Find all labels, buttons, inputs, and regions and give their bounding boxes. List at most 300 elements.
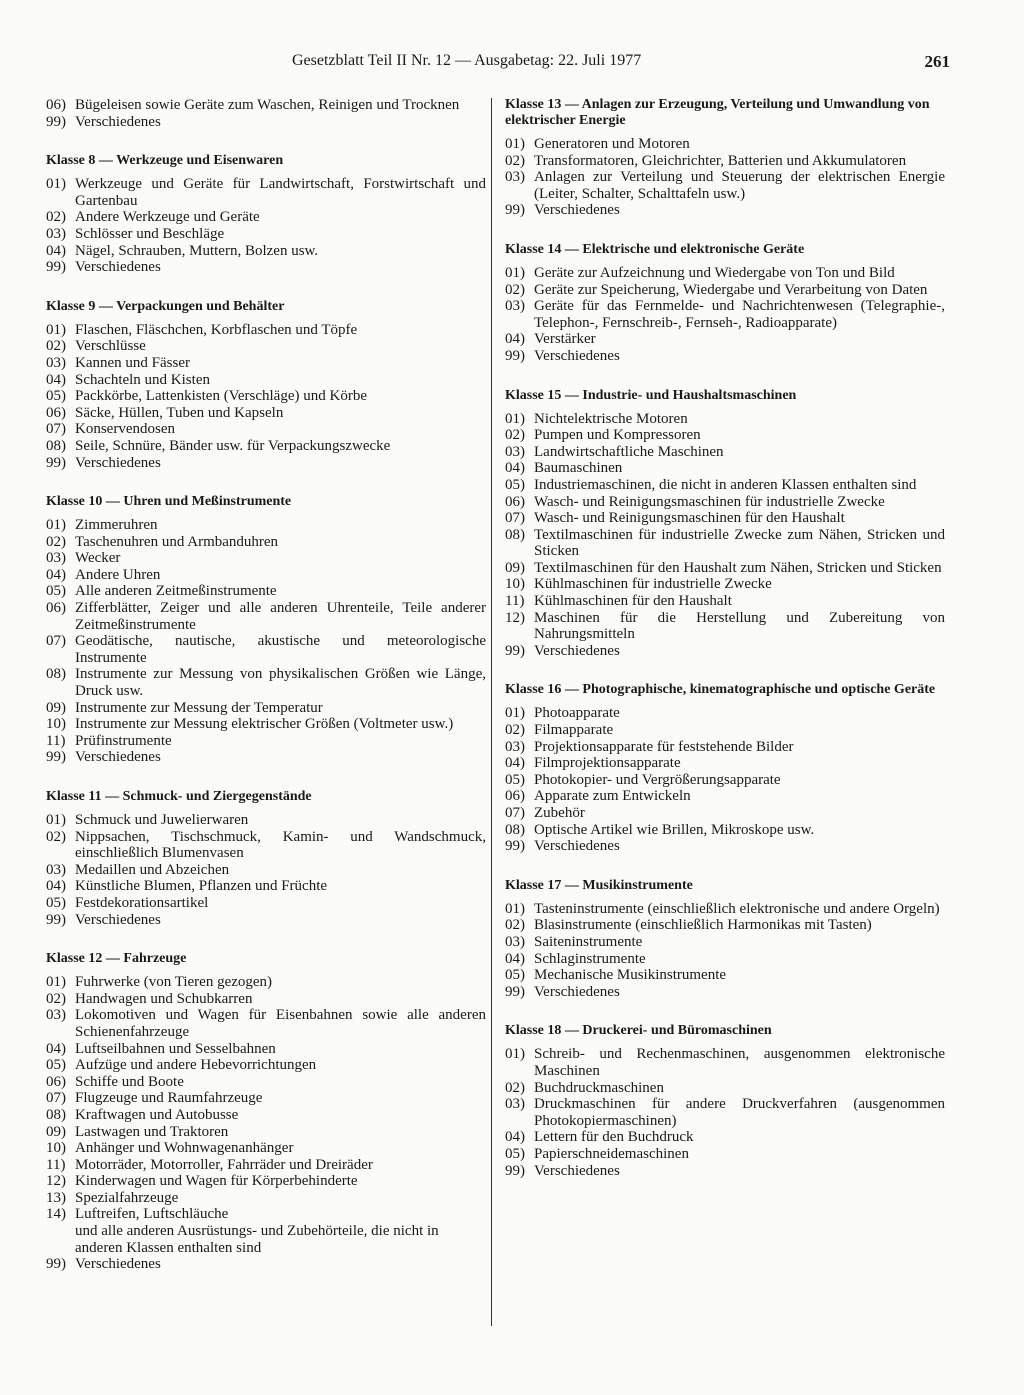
item-number: 01) xyxy=(46,321,66,338)
item-number: 04) xyxy=(505,460,525,477)
item-number: 04) xyxy=(505,950,525,967)
item-text: Motorräder, Motorroller, Fahrräder und Dreiräder xyxy=(75,1156,373,1173)
list-item xyxy=(46,1173,486,1190)
class-section xyxy=(46,299,486,471)
list-item xyxy=(46,322,486,339)
item-text: Verschiedenes xyxy=(75,113,161,130)
item-number: 03) xyxy=(505,1096,525,1113)
right-column xyxy=(505,97,945,1202)
list-item xyxy=(46,97,486,114)
list-item xyxy=(505,1146,945,1163)
section-heading: Klasse 14 — Elektrische und elektronische Geräte xyxy=(505,241,805,257)
item-number: 13) xyxy=(46,1189,66,1206)
item-number: 01) xyxy=(46,974,66,991)
class-section xyxy=(505,878,945,1001)
list-item xyxy=(46,438,486,455)
list-item xyxy=(505,934,945,951)
item-text: Schachteln und Kisten xyxy=(75,371,210,388)
list-item xyxy=(505,444,945,461)
item-text: Verschiedenes xyxy=(75,749,161,766)
item-text: Seile, Schnüre, Bänder usw. für Verpackungszwecke xyxy=(75,437,391,454)
page-title: Gesetzblatt Teil II Nr. 12 — Ausgabetag: 22. Juli 1977 xyxy=(292,52,642,69)
item-number: 03) xyxy=(505,169,525,186)
list-item xyxy=(46,517,486,534)
list-item xyxy=(505,967,945,984)
list-item xyxy=(46,583,486,600)
list-item xyxy=(46,1057,486,1074)
list-item xyxy=(505,202,945,219)
item-number: 09) xyxy=(46,699,66,716)
item-number: 08) xyxy=(46,666,66,683)
list-item xyxy=(46,1190,486,1207)
item-text: Instrumente zur Messung elektrischer Größen (Voltmeter usw.) xyxy=(75,716,454,733)
item-text: Medaillen und Abzeichen xyxy=(75,861,230,878)
item-text: Fuhrwerke (von Tieren gezogen) xyxy=(75,974,273,991)
list-item xyxy=(505,576,945,593)
item-number: 02) xyxy=(505,427,525,444)
list-item xyxy=(505,788,945,805)
item-text: Verstärker xyxy=(534,331,596,348)
list-item xyxy=(46,355,486,372)
left-column xyxy=(46,97,486,1296)
list-item xyxy=(46,1041,486,1058)
list-item xyxy=(46,812,486,829)
class-section xyxy=(505,388,945,660)
item-number: 05) xyxy=(505,967,525,984)
item-text: Lokomotiven und Wagen für Eisenbahnen sowie alle anderen Schienenfahrzeuge xyxy=(75,1007,486,1040)
list-item xyxy=(46,1107,486,1124)
item-text: Textilmaschinen für den Haushalt zum Nähen, Stricken und Sticken xyxy=(534,559,942,576)
list-item xyxy=(46,372,486,389)
item-text: Zimmeruhren xyxy=(75,517,158,534)
item-number: 99) xyxy=(505,838,525,855)
item-number: 04) xyxy=(46,242,66,259)
item-text: Luftreifen, Luftschläuche xyxy=(75,1206,229,1223)
list-item xyxy=(46,534,486,551)
item-number: 02) xyxy=(46,828,66,845)
item-number: 02) xyxy=(46,990,66,1007)
item-text: Spezialfahrzeuge xyxy=(75,1189,179,1206)
item-number: 99) xyxy=(46,259,66,276)
item-number: 03) xyxy=(505,933,525,950)
list-item xyxy=(505,755,945,772)
item-text: Säcke, Hüllen, Tuben und Kapseln xyxy=(75,404,284,421)
item-number: 07) xyxy=(505,805,525,821)
list-item xyxy=(505,593,945,610)
intro-section xyxy=(46,97,486,130)
item-number: 07) xyxy=(46,421,66,438)
item-number: 02) xyxy=(46,209,66,226)
list-item xyxy=(46,1157,486,1174)
list-item xyxy=(46,455,486,472)
list-item xyxy=(46,226,486,243)
item-number: 10) xyxy=(46,1140,66,1157)
list-item xyxy=(46,1140,486,1157)
item-number: 01) xyxy=(505,410,525,427)
page-number: 261 xyxy=(924,52,950,71)
item-number: 99) xyxy=(505,642,525,659)
item-text: Wasch- und Reinigungsmaschinen für den Haushalt xyxy=(534,510,845,527)
item-number: 02) xyxy=(46,338,66,355)
item-number: 11) xyxy=(505,593,525,610)
list-item xyxy=(46,633,486,666)
list-item xyxy=(46,895,486,912)
item-number: 99) xyxy=(505,347,525,364)
item-text: Geräte zur Aufzeichnung und Wiedergabe von Ton und Bild xyxy=(534,264,895,281)
item-number: 99) xyxy=(505,983,525,1000)
item-text: Verschlüsse xyxy=(75,338,146,355)
item-text: Kühlmaschinen für den Haushalt xyxy=(534,593,732,610)
section-heading: Klasse 17 — Musikinstrumente xyxy=(505,877,693,893)
item-text: Schreib- und Rechenmaschinen, ausgenommen elektronische Maschinen xyxy=(534,1046,945,1079)
list-item xyxy=(505,153,945,170)
section-heading: Klasse 12 — Fahrzeuge xyxy=(46,951,187,967)
item-text: Lettern für den Buchdruck xyxy=(534,1129,694,1146)
list-item xyxy=(505,984,945,1001)
list-item xyxy=(505,411,945,428)
item-number: 06) xyxy=(505,788,525,805)
list-item xyxy=(46,1124,486,1141)
item-number: 03) xyxy=(505,298,525,315)
item-number: 03) xyxy=(505,443,525,460)
item-text: Tasteninstrumente (einschließlich elektronische und andere Orgeln) xyxy=(534,900,940,917)
item-number: 06) xyxy=(46,97,66,113)
item-number: 03) xyxy=(46,550,66,567)
item-number: 14) xyxy=(46,1206,66,1223)
page-header xyxy=(40,52,950,76)
item-text: Künstliche Blumen, Pflanzen und Früchte xyxy=(75,878,328,895)
item-text: Anlagen zur Verteilung und Steuerung der elektrischen Energie (Leiter, Schalter, Schalttafeln usw.) xyxy=(534,169,945,202)
item-text: Photokopier- und Vergrößerungsapparate xyxy=(534,771,781,788)
item-number: 01) xyxy=(505,1046,525,1063)
list-item xyxy=(46,209,486,226)
item-text: Konservendosen xyxy=(75,421,175,438)
item-number: 02) xyxy=(505,1079,525,1096)
list-item xyxy=(46,666,486,699)
class-section xyxy=(505,682,945,854)
item-text: Andere Uhren xyxy=(75,566,161,583)
item-number: 03) xyxy=(46,1007,66,1024)
item-text: Blasinstrumente (einschließlich Harmonikas mit Tasten) xyxy=(534,917,872,934)
section-heading: Klasse 16 — Photographische, kinematographische und optische Geräte xyxy=(505,682,936,698)
list-item xyxy=(46,878,486,895)
item-text: Apparate zum Entwickeln xyxy=(534,788,691,805)
item-text: Flugzeuge und Raumfahrzeuge xyxy=(75,1090,263,1107)
list-item xyxy=(505,1129,945,1146)
item-text: Filmprojektionsapparate xyxy=(534,755,681,772)
item-number: 04) xyxy=(46,1040,66,1057)
item-text: Lastwagen und Traktoren xyxy=(75,1123,229,1140)
column-divider xyxy=(491,98,492,1326)
item-number: 05) xyxy=(46,894,66,911)
item-text: Flaschen, Fläschchen, Korbflaschen und Töpfe xyxy=(75,321,358,338)
item-text: Verschiedenes xyxy=(75,259,161,276)
item-number: 04) xyxy=(505,1129,525,1146)
item-text: Mechanische Musikinstrumente xyxy=(534,967,727,984)
section-heading: Klasse 18 — Druckerei- und Büromaschinen xyxy=(505,1023,772,1039)
list-item xyxy=(46,259,486,276)
item-text: Geräte zur Speicherung, Wiedergabe und Verarbeitung von Daten xyxy=(534,281,928,298)
list-item xyxy=(505,510,945,527)
item-number: 02) xyxy=(505,917,525,934)
item-number: 12) xyxy=(46,1173,66,1190)
list-item xyxy=(46,600,486,633)
item-number: 07) xyxy=(505,510,525,527)
item-number: 99) xyxy=(505,1162,525,1179)
item-number: 06) xyxy=(46,1073,66,1090)
list-item xyxy=(46,749,486,766)
list-item xyxy=(505,901,945,918)
item-text: Schiffe und Boote xyxy=(75,1073,184,1090)
item-number: 05) xyxy=(505,476,525,493)
item-number: 99) xyxy=(46,1256,66,1273)
list-item xyxy=(505,610,945,643)
list-item xyxy=(505,722,945,739)
item-number: 04) xyxy=(505,755,525,772)
list-item xyxy=(505,1080,945,1097)
item-number: 99) xyxy=(46,911,66,928)
item-text: Handwagen und Schubkarren xyxy=(75,990,253,1007)
class-section xyxy=(46,153,486,276)
item-continuation: und alle anderen Ausrüstungs- und Zubehörteile, die nicht in anderen Klassen enthalten sind xyxy=(75,1223,439,1256)
item-number: 99) xyxy=(46,749,66,766)
item-number: 02) xyxy=(505,281,525,298)
list-item xyxy=(505,838,945,855)
list-item xyxy=(46,388,486,405)
item-text: Schlaginstrumente xyxy=(534,950,646,967)
list-item xyxy=(46,1090,486,1107)
item-text: Kannen und Fässer xyxy=(75,354,190,371)
item-text: Werkzeuge und Geräte für Landwirtschaft, Forstwirtschaft und Gartenbau xyxy=(75,176,486,209)
item-text: Verschiedenes xyxy=(534,983,620,1000)
item-text: Prüfinstrumente xyxy=(75,732,172,749)
item-text: Druckmaschinen für andere Druckverfahren (ausgenommen Photokopiermaschinen) xyxy=(534,1096,945,1129)
item-number: 08) xyxy=(46,1106,66,1123)
item-text: Nippsachen, Tischschmuck, Kamin- und Wandschmuck, einschließlich Blumenvasen xyxy=(75,828,486,862)
item-text: Nichtelektrische Motoren xyxy=(534,410,688,427)
item-text: Textilmaschinen für industrielle Zwecke zum Nähen, Stricken und Sticken xyxy=(534,526,945,560)
class-section xyxy=(46,494,486,766)
item-number: 05) xyxy=(505,1145,525,1162)
item-text: Industriemaschinen, die nicht in anderen Klassen enthalten sind xyxy=(534,476,917,493)
item-number: 05) xyxy=(46,583,66,600)
item-text: Transformatoren, Gleichrichter, Batterien und Akkumulatoren xyxy=(534,152,907,169)
section-heading: Klasse 10 — Uhren und Meßinstrumente xyxy=(46,494,292,510)
item-number: 05) xyxy=(46,1057,66,1074)
item-text: Alle anderen Zeitmeßinstrumente xyxy=(75,583,277,600)
item-text: Schmuck und Juwelierwaren xyxy=(75,812,249,828)
class-section xyxy=(46,951,486,1273)
item-number: 01) xyxy=(505,900,525,917)
item-number: 02) xyxy=(505,152,525,169)
item-number: 01) xyxy=(505,264,525,281)
item-number: 05) xyxy=(505,771,525,788)
item-number: 07) xyxy=(46,633,66,650)
list-item xyxy=(505,705,945,722)
item-number: 03) xyxy=(505,738,525,755)
list-item xyxy=(505,494,945,511)
item-text: Wecker xyxy=(75,550,121,567)
list-item xyxy=(505,331,945,348)
list-item xyxy=(46,176,486,209)
item-text: Zubehör xyxy=(534,805,585,821)
item-text: Geodätische, nautische, akustische und meteorologische Instrumente xyxy=(75,633,486,666)
item-number: 10) xyxy=(46,716,66,733)
item-number: 08) xyxy=(505,821,525,838)
item-text: Festdekorationsartikel xyxy=(75,894,209,911)
item-text: Wasch- und Reinigungsmaschinen für industrielle Zwecke xyxy=(534,493,885,510)
list-item xyxy=(46,1256,486,1273)
list-item xyxy=(505,136,945,153)
item-number: 08) xyxy=(505,526,525,543)
item-text: Andere Werkzeuge und Geräte xyxy=(75,209,260,226)
list-item xyxy=(46,243,486,260)
item-text: Schlösser und Beschläge xyxy=(75,225,225,242)
item-text: Taschenuhren und Armbanduhren xyxy=(75,533,279,550)
item-number: 02) xyxy=(46,533,66,550)
list-item xyxy=(46,550,486,567)
item-text: Projektionsapparate für feststehende Bilder xyxy=(534,738,794,755)
item-number: 09) xyxy=(46,1123,66,1140)
item-text: Instrumente zur Messung von physikalischen Größen wie Länge, Druck usw. xyxy=(75,666,486,700)
item-number: 08) xyxy=(46,437,66,454)
list-item xyxy=(46,567,486,584)
item-text: Packkörbe, Lattenkisten (Verschläge) und Körbe xyxy=(75,388,367,405)
list-item xyxy=(46,114,486,131)
item-number: 01) xyxy=(505,705,525,722)
list-item xyxy=(505,348,945,365)
item-text: Verschiedenes xyxy=(75,1256,161,1273)
list-item xyxy=(505,805,945,822)
item-text: Aufzüge und andere Hebevorrichtungen xyxy=(75,1057,317,1074)
item-number: 99) xyxy=(505,202,525,219)
item-number: 11) xyxy=(46,732,66,749)
class-section xyxy=(505,1023,945,1179)
list-item xyxy=(46,912,486,929)
item-text: Photoapparate xyxy=(534,705,620,722)
item-number: 06) xyxy=(46,600,66,617)
item-number: 03) xyxy=(46,861,66,878)
item-text: Verschiedenes xyxy=(534,202,620,219)
section-heading: Klasse 8 — Werkzeuge und Eisenwaren xyxy=(46,153,284,169)
item-text: Generatoren und Motoren xyxy=(534,136,690,152)
list-item xyxy=(46,1206,486,1223)
item-text: Verschiedenes xyxy=(534,1162,620,1179)
item-text: Landwirtschaftliche Maschinen xyxy=(534,443,724,460)
item-text: Luftseilbahnen und Sesselbahnen xyxy=(75,1040,276,1057)
item-number: 12) xyxy=(505,609,525,626)
list-item xyxy=(505,822,945,839)
list-item xyxy=(505,427,945,444)
list-item xyxy=(46,716,486,733)
item-text: Kraftwagen und Autobusse xyxy=(75,1106,239,1123)
item-number: 04) xyxy=(46,566,66,583)
class-section xyxy=(505,97,945,219)
item-text: Anhänger und Wohnwagenanhänger xyxy=(75,1140,294,1157)
list-item xyxy=(46,405,486,422)
list-item xyxy=(46,421,486,438)
list-item xyxy=(46,1007,486,1040)
list-item xyxy=(505,772,945,789)
item-text: Buchdruckmaschinen xyxy=(534,1079,664,1096)
section-heading: Klasse 13 — Anlagen zur Erzeugung, Verteilung und Umwandlung von elektrischer Energie xyxy=(505,97,930,128)
item-number: 11) xyxy=(46,1156,66,1173)
list-item xyxy=(46,974,486,991)
item-text: Kühlmaschinen für industrielle Zwecke xyxy=(534,576,772,593)
list-item xyxy=(46,338,486,355)
item-text: Optische Artikel wie Brillen, Mikroskope usw. xyxy=(534,821,815,838)
item-number: 09) xyxy=(505,559,525,576)
list-item xyxy=(505,460,945,477)
list-item xyxy=(505,1096,945,1129)
section-heading: Klasse 9 — Verpackungen und Behälter xyxy=(46,298,285,314)
item-text: Verschiedenes xyxy=(534,347,620,364)
list-item xyxy=(505,1163,945,1180)
list-item xyxy=(46,1074,486,1091)
list-item xyxy=(505,527,945,560)
list-item xyxy=(46,862,486,879)
list-item xyxy=(46,991,486,1008)
item-number: 01) xyxy=(46,176,66,193)
item-number: 07) xyxy=(46,1090,66,1107)
item-number: 06) xyxy=(46,404,66,421)
item-text: Verschiedenes xyxy=(534,838,620,855)
item-text: Bügeleisen sowie Geräte zum Waschen, Reinigen und Trocknen xyxy=(75,97,460,113)
section-heading: Klasse 15 — Industrie- und Haushaltsmaschinen xyxy=(505,387,797,403)
section-heading: Klasse 11 — Schmuck- und Ziergegenstände xyxy=(46,789,312,804)
item-text: Instrumente zur Messung der Temperatur xyxy=(75,699,323,716)
item-text: Geräte für das Fernmelde- und Nachrichtenwesen (Telegraphie-, Telephon-, Fernschreib-, Fernseh-, Radioapparate) xyxy=(534,298,945,331)
item-text: Zifferblätter, Zeiger und alle anderen Uhrenteile, Teile anderer Zeitmeßinstrumente xyxy=(75,600,486,633)
list-item xyxy=(505,477,945,494)
item-text: Filmapparate xyxy=(534,722,614,739)
item-text: Pumpen und Kompressoren xyxy=(534,427,701,444)
class-section xyxy=(46,789,486,928)
item-text: Papierschneidemaschinen xyxy=(534,1145,689,1162)
class-section xyxy=(505,242,945,365)
list-item xyxy=(505,298,945,331)
item-text: Verschiedenes xyxy=(75,454,161,471)
item-number: 04) xyxy=(46,878,66,895)
list-item xyxy=(46,829,486,862)
item-number: 99) xyxy=(46,113,66,130)
item-text: Baumaschinen xyxy=(534,460,623,477)
item-number: 05) xyxy=(46,388,66,405)
item-text: Verschiedenes xyxy=(534,642,620,659)
item-number: 04) xyxy=(505,331,525,348)
list-item xyxy=(505,265,945,282)
item-text: Saiteninstrumente xyxy=(534,933,643,950)
item-number: 10) xyxy=(505,576,525,593)
list-item xyxy=(505,643,945,660)
item-text: Nägel, Schrauben, Muttern, Bolzen usw. xyxy=(75,242,319,259)
item-text: Maschinen für die Herstellung und Zubereitung von Nahrungsmitteln xyxy=(534,609,945,643)
list-item xyxy=(505,282,945,299)
item-text: Verschiedenes xyxy=(75,911,161,928)
item-text: Kinderwagen und Wagen für Körperbehinderte xyxy=(75,1173,358,1190)
list-item xyxy=(505,739,945,756)
list-item xyxy=(505,1046,945,1079)
item-number: 04) xyxy=(46,371,66,388)
list-item xyxy=(46,700,486,717)
list-item xyxy=(505,917,945,934)
item-number: 03) xyxy=(46,225,66,242)
list-item xyxy=(505,560,945,577)
list-item xyxy=(505,169,945,202)
item-number: 99) xyxy=(46,454,66,471)
item-number: 02) xyxy=(505,722,525,739)
item-number: 03) xyxy=(46,354,66,371)
